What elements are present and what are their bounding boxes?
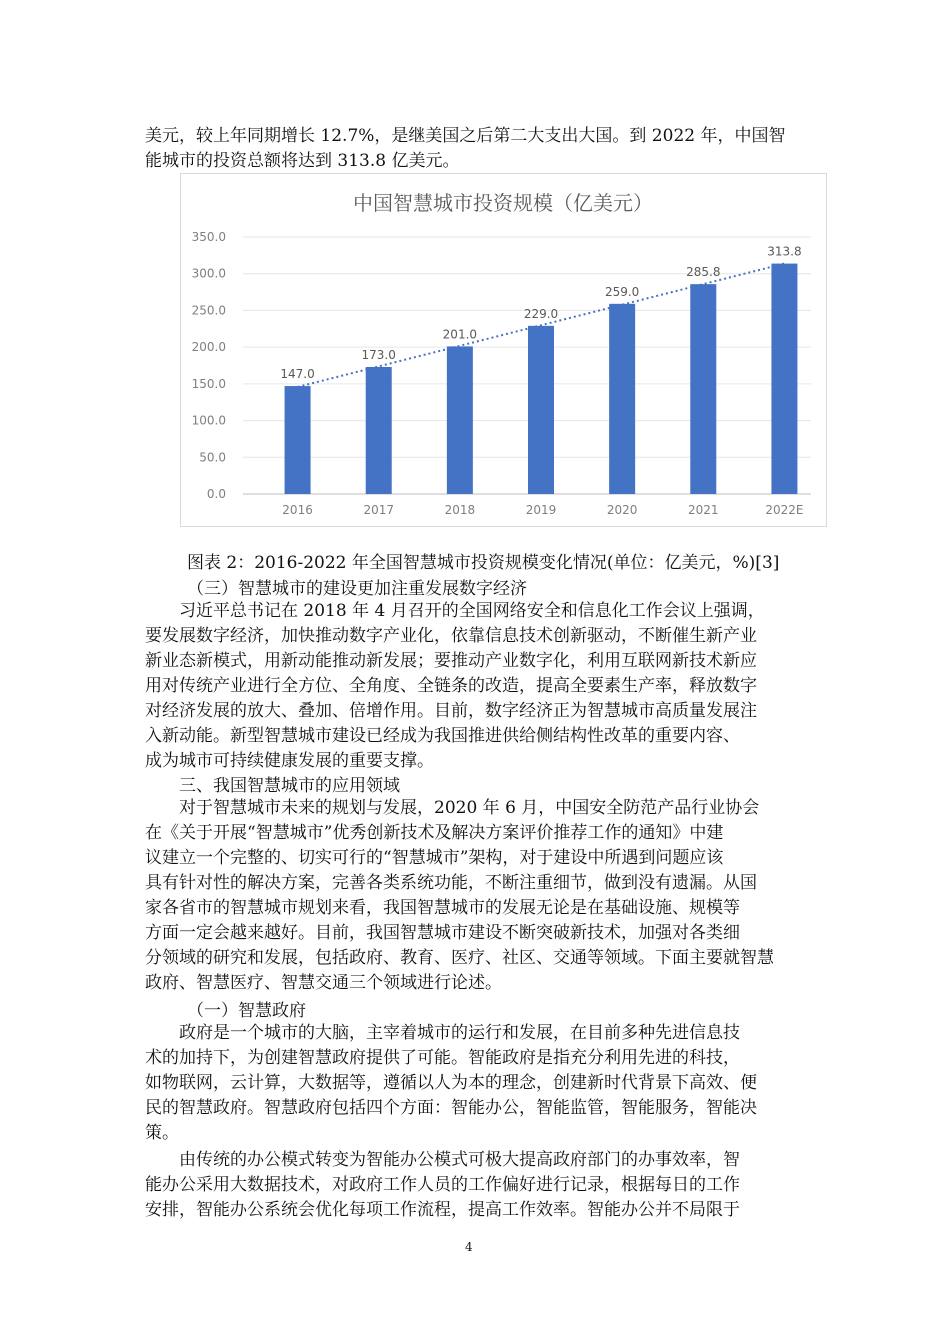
paragraph-digital-economy (145, 599, 807, 774)
bar-value-label: 259.0 (604, 284, 640, 299)
chart-title: 中国智慧城市投资规模（亿美元） (353, 191, 653, 215)
text-line: 方面一定会越来越好。目前，我国智慧城市建设不断突破新技术，加强对各类细 (145, 923, 740, 943)
bar-2017 (366, 367, 392, 494)
bar-2022E (771, 264, 797, 494)
text-line: 能城市的投资总额将达到 313.8 亿美元。 (145, 151, 460, 171)
bar-chart (180, 173, 827, 527)
bar-value-label: 313.8 (767, 244, 802, 259)
text-line: 用对传统产业进行全方位、全角度、全链条的改造，提高全要素生产率，释放数字 (145, 676, 757, 696)
text-line: 安排，智能办公系统会优化每项工作流程，提高工作效率。智能办公并不局限于 (145, 1200, 740, 1220)
section-heading: 三、我国智慧城市的应用领域 (179, 776, 400, 796)
text-line: 家各省市的智慧城市规划来看，我国智慧城市的发展无论是在基础设施、规模等 (145, 898, 740, 918)
x-tick-label: 2022E (765, 503, 804, 517)
x-tick-label: 2019 (525, 503, 557, 517)
figure-caption: 图表 2：2016-2022 年全国智慧城市投资规模变化情况(单位：亿美元，%)[3] (187, 553, 780, 573)
text-line: 要发展数字经济，加快推动数字产业化，依靠信息技术创新驱动，不断催生新产业 (145, 626, 757, 646)
x-tick-label: 2016 (282, 503, 313, 517)
y-tick-label: 50.0 (199, 450, 226, 465)
y-tick-label: 150.0 (191, 376, 226, 391)
text-line: 术的加持下，为创建智慧政府提供了可能。智能政府是指充分利用先进的科技， (145, 1048, 740, 1068)
y-tick-label: 0.0 (206, 487, 226, 501)
text-line: 民的智慧政府。智慧政府包括四个方面：智能办公，智能监管，智能服务，智能决 (145, 1098, 757, 1118)
x-tick-label: 2018 (444, 503, 476, 517)
text-line: 如物联网，云计算，大数据等，遵循以人为本的理念，创建新时代背景下高效、便 (145, 1073, 757, 1093)
y-tick-label: 200.0 (191, 340, 226, 355)
intro-paragraph (145, 124, 807, 174)
subsection-heading: （三）智慧城市的建设更加注重发展数字经济 (187, 579, 527, 599)
page-number: 4 (465, 1240, 473, 1254)
chart-svg (181, 174, 826, 526)
subsection-heading: （一）智慧政府 (187, 1001, 306, 1021)
bar-value-label: 147.0 (280, 367, 315, 382)
bar-value-label: 201.0 (442, 327, 478, 342)
text-line: 习近平总书记在 2018 年 4 月召开的全国网络安全和信息化工作会议上强调， (179, 601, 765, 621)
text-line: 策。 (145, 1123, 179, 1143)
paragraph-smart-office (145, 1148, 807, 1223)
x-axis-ticks (282, 503, 803, 517)
text-line: 具有针对性的解决方案，完善各类系统功能，不断注重细节，做到没有遗漏。从国 (145, 873, 757, 893)
paragraph-smart-government (145, 1021, 807, 1146)
text-line: 政府是一个城市的大脑，主宰着城市的运行和发展，在目前多种先进信息技 (179, 1023, 740, 1043)
bar-2020 (609, 304, 635, 494)
x-tick-label: 2017 (363, 503, 394, 517)
gridlines (243, 237, 811, 494)
text-line: 美元，较上年同期增长 12.7%，是继美国之后第二大支出大国。到 2022 年，中国智 (145, 126, 786, 146)
text-line: 政府、智慧医疗、智慧交通三个领域进行论述。 (145, 973, 502, 993)
bar-value-label: 229.0 (523, 306, 559, 321)
text-line: 由传统的办公模式转变为智能办公模式可极大提高政府部门的办事效率，智 (179, 1150, 740, 1170)
text-line: 入新动能。新型智慧城市建设已经成为我国推进供给侧结构性改革的重要内容、 (145, 726, 740, 746)
text-line: 对于智慧城市未来的规划与发展，2020 年 6 月，中国安全防范产品行业协会 (179, 798, 760, 818)
paragraph-application-areas (145, 796, 807, 996)
y-tick-label: 250.0 (191, 303, 226, 318)
text-line: 对经济发展的放大、叠加、倍增作用。目前，数字经济正为智慧城市高质量发展注 (145, 701, 757, 721)
bar-value-label: 285.8 (686, 265, 721, 280)
y-tick-label: 300.0 (191, 266, 226, 281)
text-line: 能办公采用大数据技术，对政府工作人员的工作偏好进行记录，根据每日的工作 (145, 1175, 740, 1195)
bar-value-label: 173.0 (361, 347, 396, 362)
x-tick-label: 2020 (606, 503, 638, 517)
bar-2018 (447, 346, 473, 494)
bar-2019 (528, 326, 554, 494)
bars (285, 264, 798, 494)
text-line: 成为城市可持续健康发展的重要支撑。 (145, 751, 434, 771)
bar-2021 (690, 284, 716, 494)
text-line: 分领域的研究和发展，包括政府、教育、医疗、社区、交通等领域。下面主要就智慧 (145, 948, 774, 968)
y-tick-label: 350.0 (191, 230, 226, 244)
text-line: 议建立一个完整的、切实可行的“智慧城市”架构，对于建设中所遇到问题应该 (145, 848, 724, 868)
text-line: 新业态新模式，用新动能推动新发展；要推动产业数字化，利用互联网新技术新应 (145, 651, 757, 671)
text-line: 在《关于开展“智慧城市”优秀创新技术及解决方案评价推荐工作的通知》中建 (145, 823, 724, 843)
x-tick-label: 2021 (688, 503, 719, 517)
bar-2016 (285, 386, 311, 494)
y-axis-ticks (192, 230, 226, 501)
y-tick-label: 100.0 (191, 413, 226, 428)
